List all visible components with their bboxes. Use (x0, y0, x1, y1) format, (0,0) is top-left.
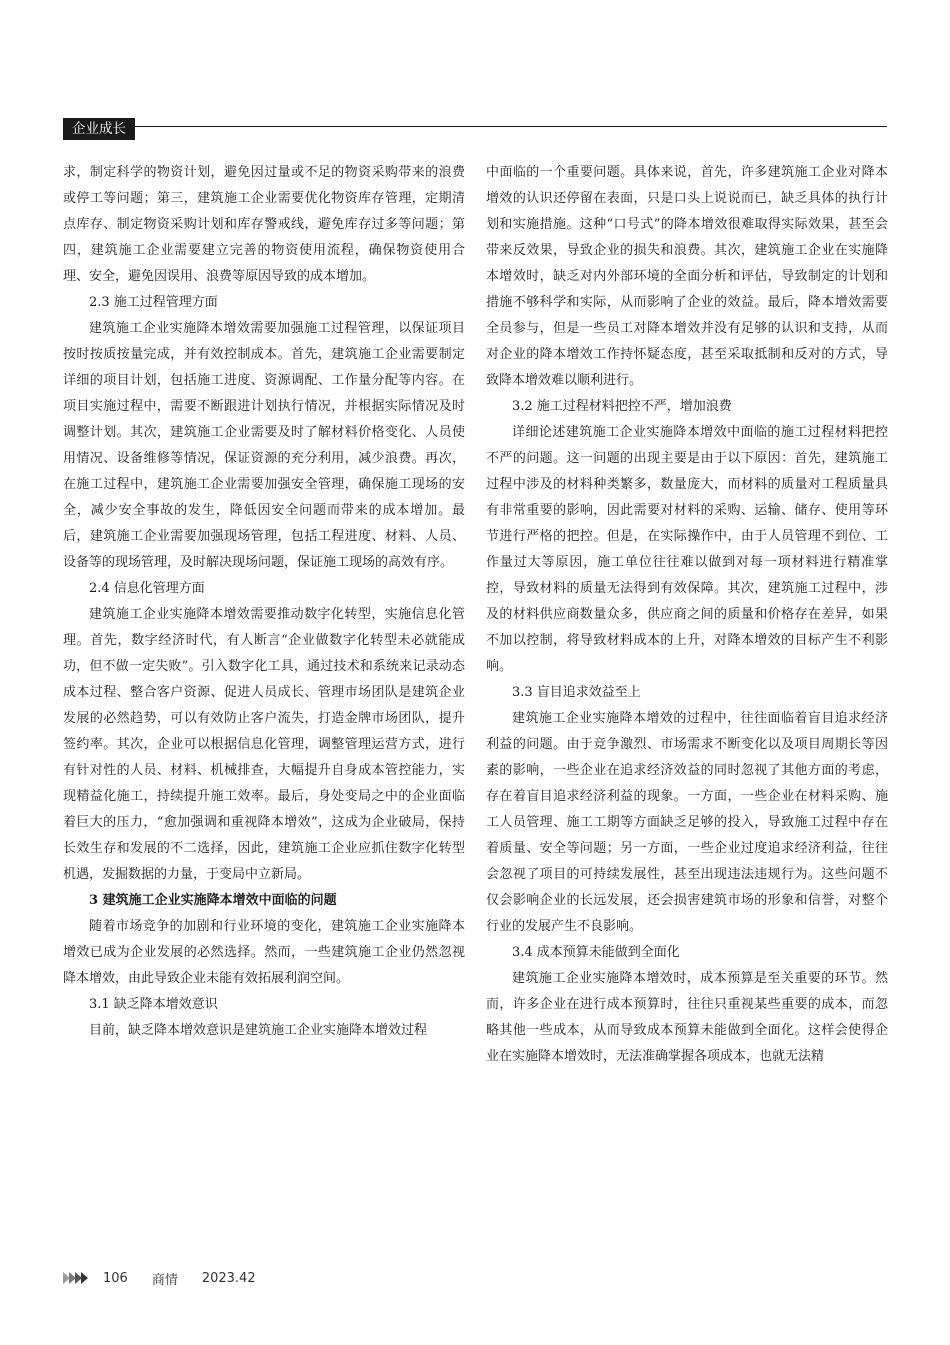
paragraph: 建筑施工企业实施降本增效的过程中，往往面临着盲目追求经济利益的问题。由于竞争激烈、市场需求不断变化以及项目周期长等因素的影响，一些企业在追求经济效益的同时忽视了其他方面的考虑，存在着盲目追求经济利益的现象。一方面，一些企业在材料采购、施工人员管理、施工工期等方面缺乏足够的投入，导致施工过程中存在着质量、安全等问题；另一方面，一些企业过度追求经济利益，往往会忽视了项目的可持续发展性，甚至出现违法违规行为。这些问题不仅会影响企业的长远发展，还会损害建筑市场的形象和信誉，对整个行业的发展产生不良影响。 (486, 711, 888, 934)
paragraph: 求，制定科学的物资计划，避免因过量或不足的物资采购带来的浪费或停工等问题；第三，建筑施工企业需要优化物资库存管理，定期清点库存、制定物资采购计划和库存警戒线，避免库存过多等问题；第四，建筑施工企业需要建立完善的物资使用流程，确保物资使用合理、安全，避免因误用、浪费等原因导致的成本增加。 (63, 165, 465, 284)
section-heading-3-1: 3.1 缺乏降本增效意识 (89, 997, 218, 1012)
header-rule (135, 126, 887, 127)
section-heading-3-3: 3.3 盲目追求效益至上 (512, 685, 641, 700)
section-heading-3-2: 3.2 施工过程材料把控不严，增加浪费 (512, 399, 732, 414)
paragraph: 随着市场竞争的加剧和行业环境的变化，建筑施工企业实施降本增效已成为企业发展的必然选择。然而，一些建筑施工企业仍然忽视降本增效，由此导致企业未能有效拓展利润空间。 (63, 919, 465, 986)
right-column (486, 160, 888, 1070)
paragraph: 建筑施工企业实施降本增效时，成本预算是至关重要的环节。然而，许多企业在进行成本预算时，往往只重视某些重要的成本，而忽略其他一些成本，从而导致成本预算未能做到全面化。这样会使得企业在实施降本增效时，无法准确掌握各项成本，也就无法精 (486, 971, 888, 1064)
journal-name: 商情 (151, 1272, 178, 1288)
paragraph: 目前，缺乏降本增效意识是建筑施工企业实施降本增效过程 (89, 1023, 428, 1038)
section-heading-2-4: 2.4 信息化管理方面 (89, 581, 205, 596)
paragraph: 中面临的一个重要问题。具体来说，首先，许多建筑施工企业对降本增效的认识还停留在表面，只是口头上说说而已，缺乏具体的执行计划和实施措施。这种“口号式”的降本增效很难取得实际效果，甚至会带来反效果，导致企业的损失和浪费。其次，建筑施工企业在实施降本增效时，缺乏对内外部环境的全面分析和评估，导致制定的计划和措施不够科学和实际，从而影响了企业的效益。最后，降本增效需要全员参与，但是一些员工对降本增效并没有足够的认识和支持，从而对企业的降本增效工作持怀疑态度，甚至采取抵制和反对的方式，导致降本增效难以顺利进行。 (486, 165, 888, 388)
section-label: 企业成长 (63, 118, 135, 140)
left-column (63, 160, 465, 1044)
section-heading-2-3: 2.3 施工过程管理方面 (89, 295, 218, 310)
paragraph: 建筑施工企业实施降本增效需要加强施工过程管理，以保证项目按时按质按量完成，并有效控制成本。首先，建筑施工企业需要制定详细的项目计划，包括施工进度、资源调配、工作量分配等内容。在项目实施过程中，需要不断跟进计划执行情况，并根据实际情况及时调整计划。其次，建筑施工企业需要及时了解材料价格变化、人员使用情况、设备维修等情况，保证资源的充分利用，减少浪费。再次，在施工过程中，建筑施工企业需要加强安全管理，确保施工现场的安全，减少安全事故的发生，降低因安全问题而带来的成本增加。最后，建筑施工企业需要加强现场管理，包括工程进度、材料、人员、设备等的现场管理，及时解决现场问题，保证施工现场的高效有序。 (63, 321, 465, 570)
page-number: 106 (103, 1270, 128, 1286)
paragraph: 详细论述建筑施工企业实施降本增效中面临的施工过程材料把控不严的问题。这一问题的出现主要是由于以下原因：首先，建筑施工过程中涉及的材料种类繁多，数量庞大，而材料的质量对工程质量具有非常重要的影响，因此需要对材料的采购、运输、储存、使用等环节进行严格的把控。但是，在实际操作中，由于人员管理不到位、工作量过大等原因，施工单位往往难以做到对每一项材料进行精准掌控，导致材料的质量无法得到有效保障。其次，建筑施工过程中，涉及的材料供应商数量众多，供应商之间的质量和价格存在差异，如果不加以控制，将导致材料成本的上升，对降本增效的目标产生不利影响。 (486, 425, 888, 674)
page-footer (63, 1268, 280, 1288)
issue-number: 2023.42 (201, 1270, 256, 1286)
section-heading-3: 3 建筑施工企业实施降本增效中面临的问题 (89, 893, 337, 908)
chevron-arrows-icon (63, 1271, 89, 1285)
paragraph: 建筑施工企业实施降本增效需要推动数字化转型，实施信息化管理。首先，数字经济时代，有人断言“企业做数字化转型未必就能成功，但不做一定失败”。引入数字化工具，通过技术和系统来记录动态成本过程、整合客户资源、促进人员成长、管理市场团队是建筑企业发展的必然趋势，可以有效防止客户流失，打造金牌市场团队，提升签约率。其次，企业可以根据信息化管理，调整管理运营方式，进行有针对性的人员、材料、机械排查，大幅提升自身成本管控能力，实现精益化施工，持续提升施工效率。最后，身处变局之中的企业面临着巨大的压力，“愈加强调和重视降本增效”，这成为企业破局，保持长效生存和发展的不二选择，因此，建筑施工企业应抓住数字化转型机遇，发掘数据的力量，于变局中立新局。 (63, 607, 465, 882)
section-heading-3-4: 3.4 成本预算未能做到全面化 (512, 945, 680, 960)
